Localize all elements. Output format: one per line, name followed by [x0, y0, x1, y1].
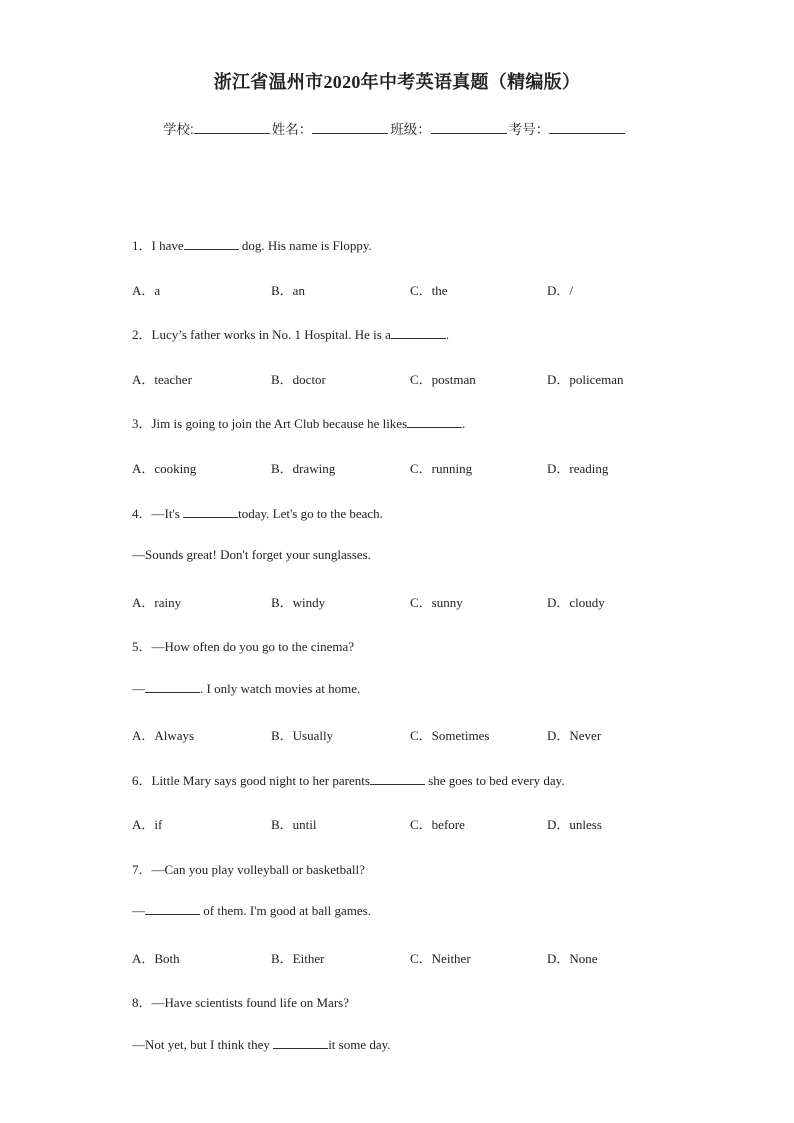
answer-blank	[370, 773, 425, 785]
answer-blank	[407, 416, 462, 428]
option-a[interactable]: A．cooking	[132, 461, 197, 476]
question-3: 3．Jim is going to join the Art Club because he likes .	[132, 416, 466, 431]
answer-blank	[145, 903, 200, 915]
question-7: 7．—Can you play volleyball or basketball?	[132, 862, 365, 877]
option-c[interactable]: C．running	[410, 461, 473, 476]
option-b[interactable]: B．doctor	[271, 372, 326, 387]
option-c[interactable]: C．the	[410, 283, 448, 298]
answer-blank	[391, 327, 446, 339]
option-d[interactable]: D．Never	[547, 728, 602, 743]
question-8: 8．—Have scientists found life on Mars?	[132, 995, 349, 1010]
student-info-line	[163, 118, 627, 138]
question-5: 5．—How often do you go to the cinema?	[132, 639, 355, 654]
name-blank[interactable]	[312, 121, 388, 134]
document-title: 浙江省温州市2020年中考英语真题（精编版）	[213, 72, 581, 92]
option-a[interactable]: A．if	[132, 817, 163, 832]
option-d[interactable]: D．policeman	[547, 372, 624, 387]
option-a[interactable]: A．Both	[132, 951, 180, 966]
answer-blank	[145, 681, 200, 693]
question-7-reply: — of them. I'm good at ball games.	[132, 903, 371, 918]
class-blank[interactable]	[431, 121, 507, 134]
option-c[interactable]: C．postman	[410, 372, 476, 387]
option-a[interactable]: A．rainy	[132, 595, 182, 610]
question-4-reply: —Sounds great! Don't forget your sunglasses.	[132, 547, 371, 562]
school-label: 学校:	[163, 122, 194, 137]
question-6: 6．Little Mary says good night to her parents she goes to bed every day.	[132, 773, 565, 788]
option-d[interactable]: D．unless	[547, 817, 602, 832]
class-label: 班级：	[390, 122, 431, 137]
question-1: 1．I have dog. His name is Floppy.	[132, 238, 372, 253]
answer-blank	[184, 238, 239, 250]
option-c[interactable]: C．Sometimes	[410, 728, 490, 743]
option-b[interactable]: B．Usually	[271, 728, 334, 743]
name-label: 姓名：	[271, 122, 313, 137]
question-4: 4．—It's today. Let's go to the beach.	[132, 506, 383, 521]
option-c[interactable]: C．before	[410, 817, 465, 832]
option-b[interactable]: B．Either	[271, 951, 325, 966]
answer-blank	[273, 1037, 328, 1049]
option-a[interactable]: A．a	[132, 283, 161, 298]
question-8-reply: —Not yet, but I think they it some day.	[132, 1037, 391, 1052]
option-b[interactable]: B．an	[271, 283, 305, 298]
question-2: 2．Lucy’s father works in No. 1 Hospital. He is a .	[132, 327, 450, 342]
option-d[interactable]: D．None	[547, 951, 598, 966]
option-d[interactable]: D．reading	[547, 461, 609, 476]
option-b[interactable]: B．until	[271, 817, 317, 832]
option-d[interactable]: D．/	[547, 283, 574, 298]
school-blank[interactable]	[194, 121, 270, 134]
option-c[interactable]: C．sunny	[410, 595, 463, 610]
option-b[interactable]: B．drawing	[271, 461, 336, 476]
option-c[interactable]: C．Neither	[410, 951, 471, 966]
option-a[interactable]: A．teacher	[132, 372, 192, 387]
number-blank[interactable]	[549, 121, 625, 134]
option-d[interactable]: D．cloudy	[547, 595, 605, 610]
question-5-reply: — . I only watch movies at home.	[132, 681, 361, 696]
option-b[interactable]: B．windy	[271, 595, 326, 610]
number-label: 考号：	[508, 122, 550, 137]
answer-blank	[183, 506, 238, 518]
option-a[interactable]: A．Always	[132, 728, 195, 743]
